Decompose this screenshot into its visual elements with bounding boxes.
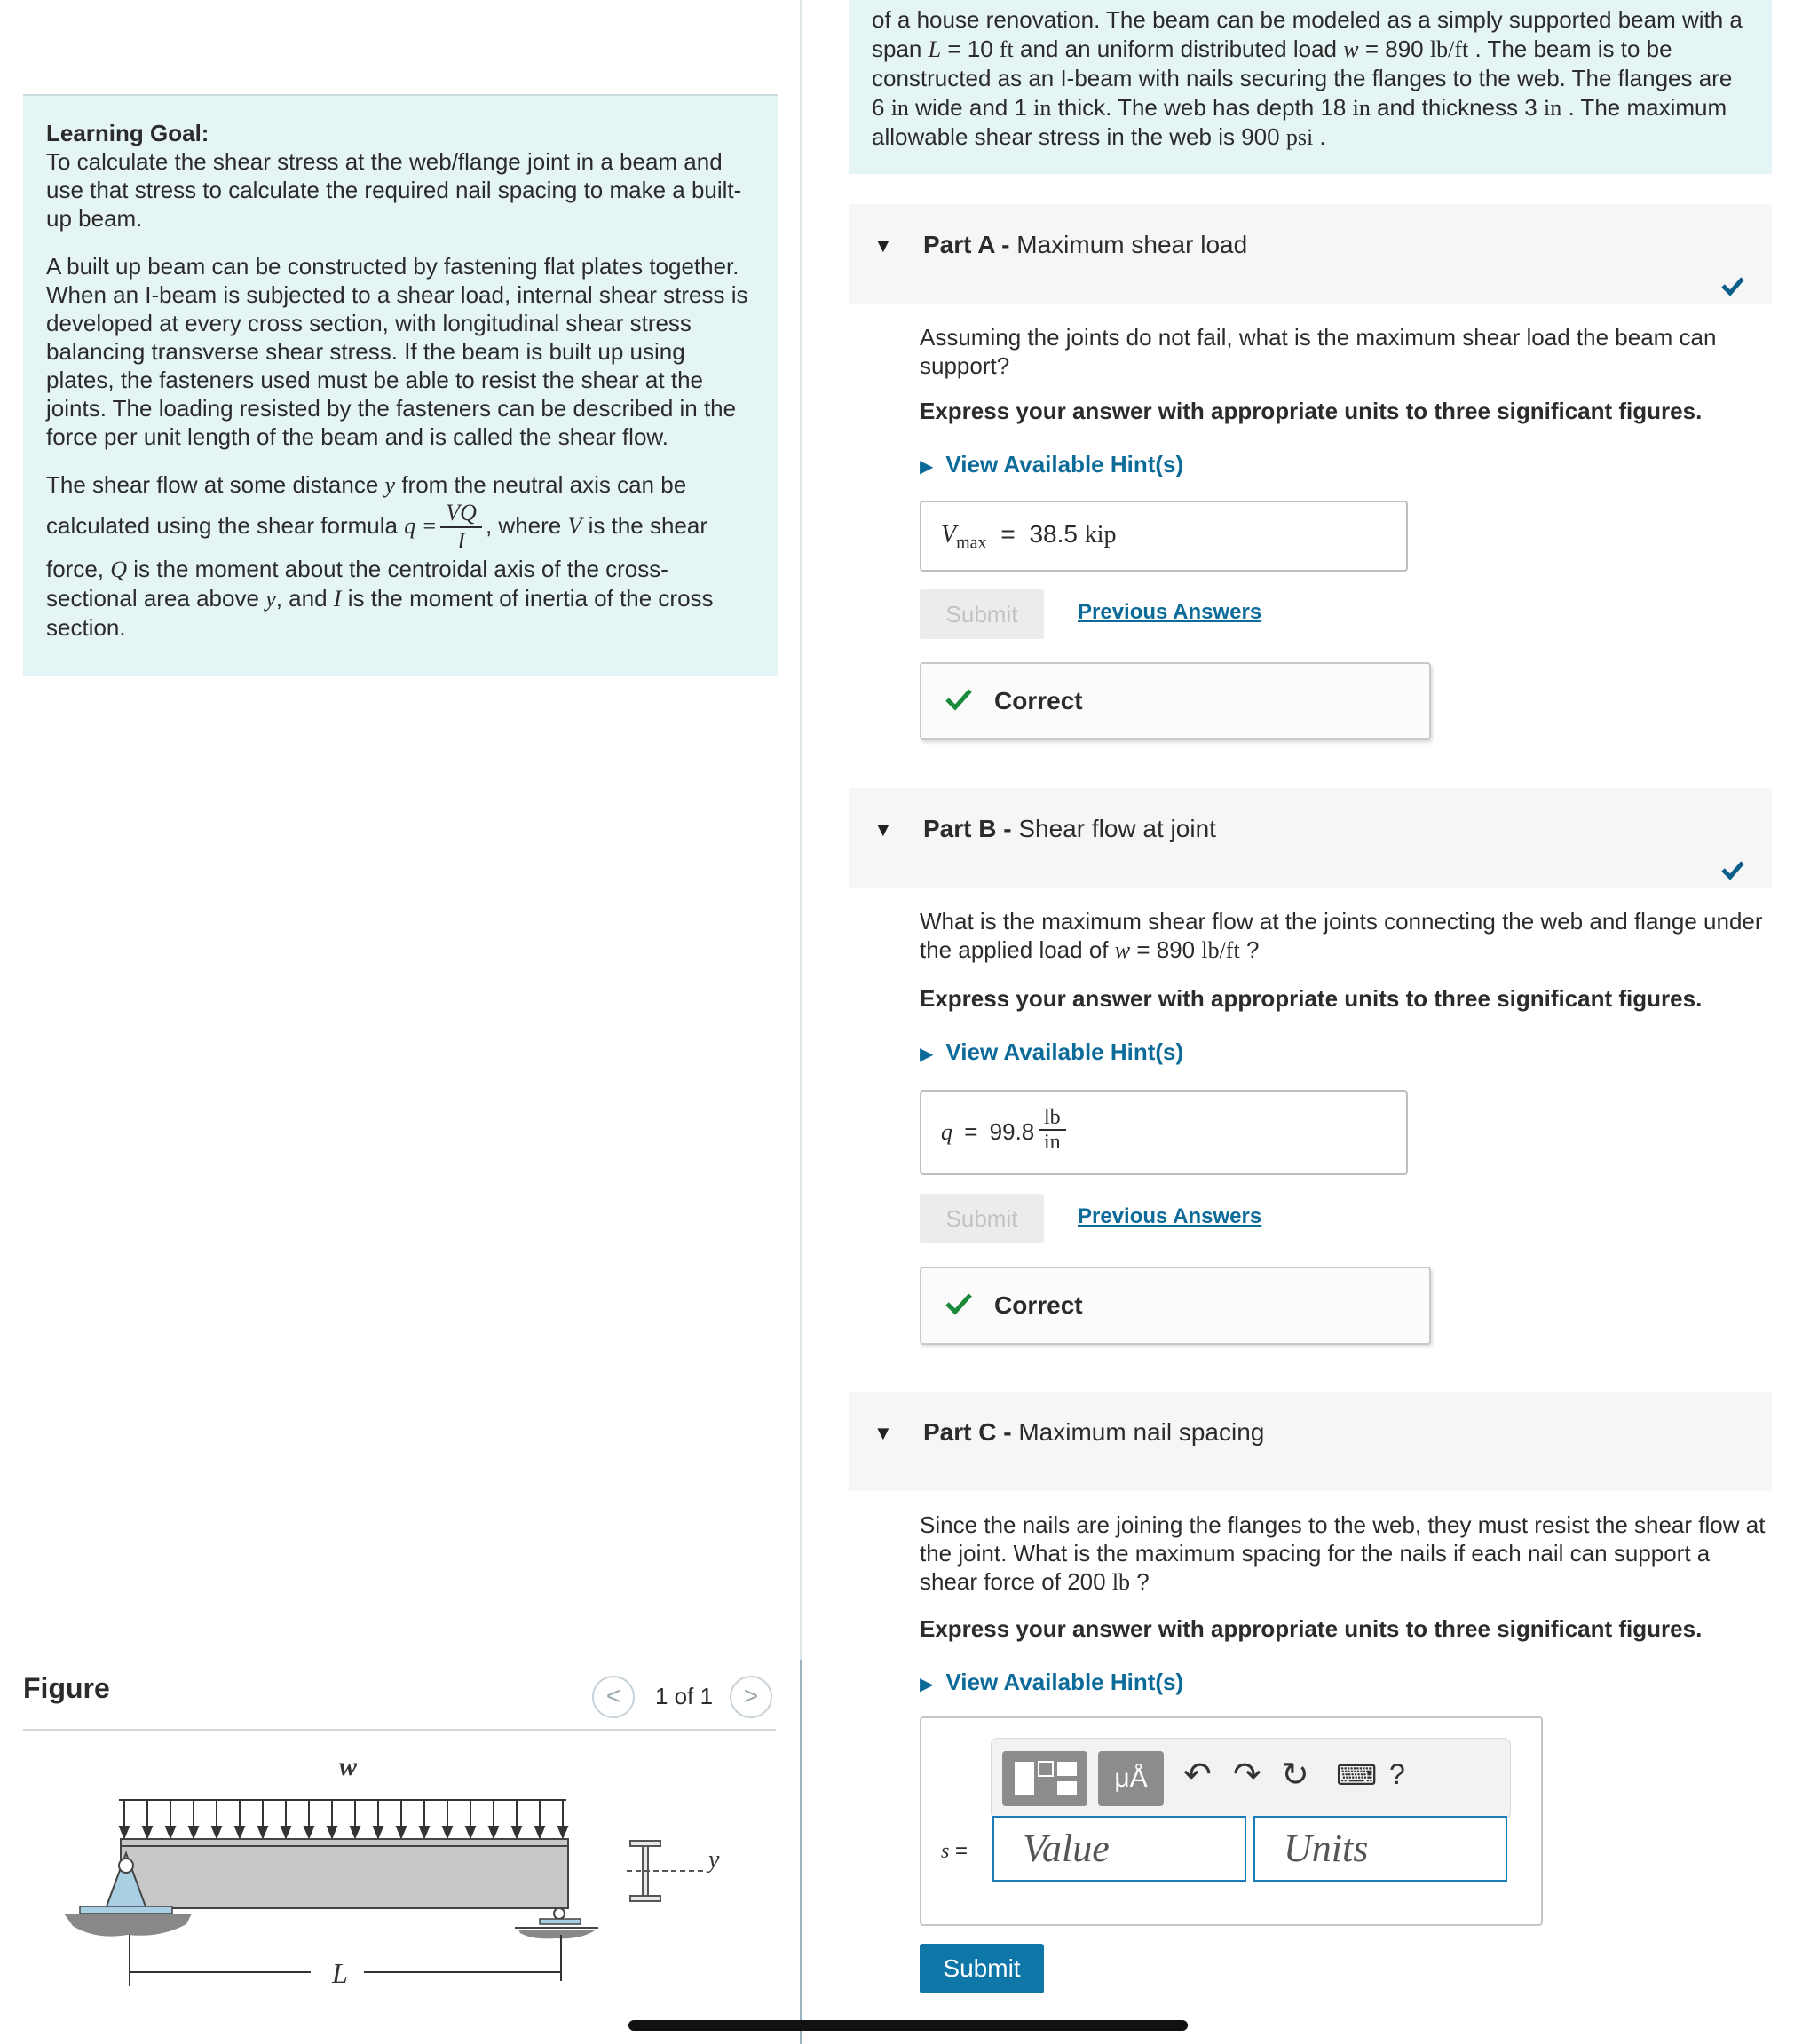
load-arrow-head: [258, 1827, 267, 1837]
learning-goal-paragraph-2: A built up beam can be constructed by fastening flat plates together. When an I-beam is subjected to a shear load, internal shear stress is developed at every cross section, with longitudinal shear stress balancing transverse shear stress. If the beam is built up using plates, the fasteners used must be able to resist the shear at the joints. The loading resisted by the fasteners can be described in the force per unit length of the beam and is called the shear flow.: [46, 253, 748, 450]
completed-check-icon: [1720, 275, 1745, 296]
i-beam-cross-section: [627, 1841, 703, 1901]
neutral-axis-label-y: y: [708, 1846, 720, 1874]
unit-fraction: $\frac{lb}{in}$: [1039, 1106, 1066, 1154]
part-c-header[interactable]: ▼ Part C - Maximum nail spacing: [849, 1392, 1772, 1491]
part-a-hint-link[interactable]: ▶ View Available Hint(s): [920, 451, 1184, 477]
part-a-answer-display: $V_{max} = 38.5$ kip: [920, 501, 1408, 572]
load-arrow-head: [397, 1827, 406, 1837]
load-arrow-head: [328, 1827, 336, 1837]
load-arrow-head: [281, 1827, 290, 1837]
part-c-instructions: Express your answer with appropriate units to three significant figures.: [920, 1615, 1703, 1642]
problem-intro: of a house renovation. The beam can be modeled as a simply supported beam with a span L = 10 ft and an uniform distributed load w = 890 lb/ft . The beam is to be constructed as an I-beam with nails securing the flanges to the web. The flanges are 6 in wide and 1 in thick. The web has depth 18 in and thickness 3 in . The maximum allowable shear stress in the web is 900 psi .: [849, 0, 1772, 174]
part-b-hint-link[interactable]: ▶ View Available Hint(s): [920, 1038, 1184, 1065]
part-b-header[interactable]: ▼ Part B - Shear flow at joint: [849, 788, 1772, 888]
beam: [121, 1839, 568, 1908]
figure-divider: [23, 1729, 776, 1731]
load-arrow-head: [143, 1827, 152, 1837]
help-button[interactable]: ?: [1389, 1758, 1405, 1790]
load-arrow-head: [351, 1827, 360, 1837]
home-indicator: [628, 2020, 1188, 2031]
load-arrow-head: [166, 1827, 175, 1837]
load-arrow-head: [466, 1827, 475, 1837]
load-arrow-head: [235, 1827, 244, 1837]
math-toolbar: [991, 1738, 1511, 1819]
hint-arrow-icon: ▶: [920, 1045, 934, 1064]
part-c-answer-editor: [920, 1716, 1543, 1926]
collapse-toggle-icon[interactable]: ▼: [873, 234, 893, 256]
load-arrow-head: [420, 1827, 429, 1837]
completed-check-icon: [1720, 859, 1745, 880]
learning-goal-title: Learning Goal:: [46, 120, 209, 146]
load-arrow-head: [558, 1827, 567, 1837]
value-input[interactable]: Value: [992, 1816, 1246, 1882]
spacing-variable-label: s =: [941, 1839, 968, 1863]
templates-icon: [1002, 1751, 1087, 1806]
part-b-answer-display: q = 99.8 $\frac{lb}{in}$: [920, 1090, 1408, 1175]
load-arrow-head: [535, 1827, 544, 1837]
learning-goal-panel: [23, 94, 778, 676]
part-a-result: Correct: [920, 662, 1431, 740]
part-b-submit-button[interactable]: Submit: [920, 1194, 1044, 1243]
collapse-toggle-icon[interactable]: ▼: [873, 1422, 893, 1444]
collapse-toggle-icon[interactable]: ▼: [873, 818, 893, 840]
figure-next-button[interactable]: >: [730, 1676, 772, 1718]
beam-figure: [53, 1748, 728, 2006]
load-arrow-head: [304, 1827, 313, 1837]
keyboard-icon[interactable]: ⌨: [1336, 1759, 1378, 1791]
templates-button[interactable]: [1002, 1751, 1087, 1806]
undo-icon[interactable]: ↶: [1183, 1756, 1212, 1794]
part-b-previous-answers-link[interactable]: Previous Answers: [1078, 1204, 1262, 1228]
part-c-hint-link[interactable]: ▶ View Available Hint(s): [920, 1669, 1184, 1695]
load-arrow-head: [489, 1827, 498, 1837]
column-divider-scrollbar[interactable]: [800, 1660, 802, 2044]
load-arrow-head: [512, 1827, 521, 1837]
part-c-submit-button[interactable]: Submit: [920, 1944, 1044, 1993]
load-arrow-head: [443, 1827, 452, 1837]
roller-support: [515, 1908, 598, 1938]
load-arrow-head: [212, 1827, 221, 1837]
units-symbol-button[interactable]: μÅ: [1098, 1751, 1164, 1806]
distributed-load-arrows: [119, 1800, 567, 1837]
part-a-header[interactable]: ▼ Part A - Maximum shear load: [849, 204, 1772, 304]
correct-check-icon: [945, 687, 973, 712]
reset-icon[interactable]: ↻: [1281, 1756, 1309, 1794]
learning-goal-paragraph-3: The shear flow at some distance y from the neutral axis can be calculated using the shear formula q = $\frac{VQ}{I}$ , where V is the shear force, Q is the moment about the centroidal axis of the cross-sectional area above y, and I is the moment of inertia of the cross section.: [46, 471, 714, 641]
load-arrow-head: [189, 1827, 198, 1837]
correct-check-icon: [945, 1291, 973, 1316]
units-input[interactable]: Units: [1253, 1816, 1507, 1882]
hint-arrow-icon: ▶: [920, 1675, 934, 1694]
part-a-question: Assuming the joints do not fail, what is the maximum shear load the beam can support?: [920, 324, 1717, 379]
figure-title: Figure: [23, 1672, 110, 1704]
figure-pager: 1 of 1: [655, 1683, 714, 1709]
load-arrow-head: [120, 1827, 129, 1837]
redo-icon[interactable]: ↷: [1233, 1756, 1261, 1794]
part-b-result: Correct: [920, 1267, 1431, 1345]
span-label-L: L: [332, 1957, 348, 1989]
part-c-question: Since the nails are joining the flanges to the web, they must resist the shear flow at the joint. What is the maximum spacing for the nails if each nail can support a shear force of 200 lb ?: [920, 1511, 1766, 1595]
learning-goal-text: To calculate the shear stress at the web/flange joint in a beam and use that stress to calculate the required nail spacing to make a built-up beam.: [46, 148, 742, 232]
shear-formula-fraction: $\frac{VQ}{I}$: [440, 500, 482, 555]
part-a-instructions: Express your answer with appropriate units to three significant figures.: [920, 398, 1703, 424]
hint-arrow-icon: ▶: [920, 457, 934, 477]
part-a-submit-button[interactable]: Submit: [920, 589, 1044, 639]
part-b-instructions: Express your answer with appropriate units to three significant figures.: [920, 985, 1703, 1012]
load-arrow-head: [374, 1827, 383, 1837]
figure-prev-button[interactable]: <: [592, 1676, 635, 1718]
load-label-w: w: [339, 1752, 358, 1781]
part-a-previous-answers-link[interactable]: Previous Answers: [1078, 600, 1262, 624]
part-b-question: What is the maximum shear flow at the joints connecting the web and flange under the applied load of w = 890 lb/ft ?: [920, 908, 1763, 963]
